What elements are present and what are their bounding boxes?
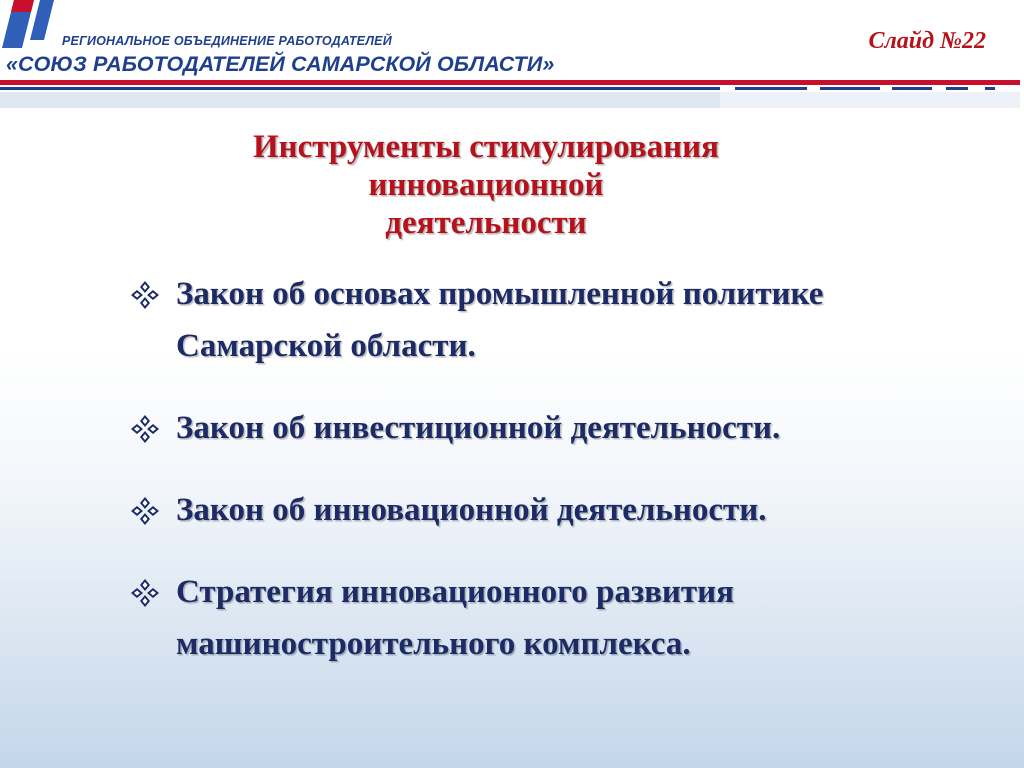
bullet-list	[130, 268, 890, 670]
bullet-text: Закон об инвестиционной деятельности.	[176, 410, 781, 446]
diamond-quad-icon	[130, 280, 160, 310]
diamond-quad-icon	[130, 496, 160, 526]
bullet-text: Закон об инновационной деятельности.	[176, 492, 767, 528]
diamond-quad-icon	[130, 578, 160, 608]
bullet-text: Закон об основах промышленной политике Самарской области.	[176, 276, 824, 364]
diamond-quad-icon	[130, 414, 160, 444]
bullet-item	[130, 402, 890, 454]
bullet-item	[130, 268, 890, 372]
bullet-item	[130, 566, 890, 670]
title-line-2: инновационной	[368, 167, 604, 203]
slide-title	[150, 128, 822, 242]
title-line-1: Инструменты стимулирования	[252, 129, 720, 165]
slide-number: Слайд №22	[868, 28, 986, 54]
org-subtitle: РЕГИОНАЛЬНОЕ ОБЪЕДИНЕНИЕ РАБОТОДАТЕЛЕЙ	[62, 34, 392, 48]
title-line-3: деятельности	[385, 205, 587, 241]
logo-mark	[0, 0, 80, 60]
bullet-text: Стратегия инновационного развития машиностроительного комплекса.	[176, 574, 735, 662]
org-name: «СОЮЗ РАБОТОДАТЕЛЕЙ САМАРСКОЙ ОБЛАСТИ»	[6, 52, 555, 76]
header-stripes	[0, 78, 1024, 114]
bullet-item	[130, 484, 890, 536]
